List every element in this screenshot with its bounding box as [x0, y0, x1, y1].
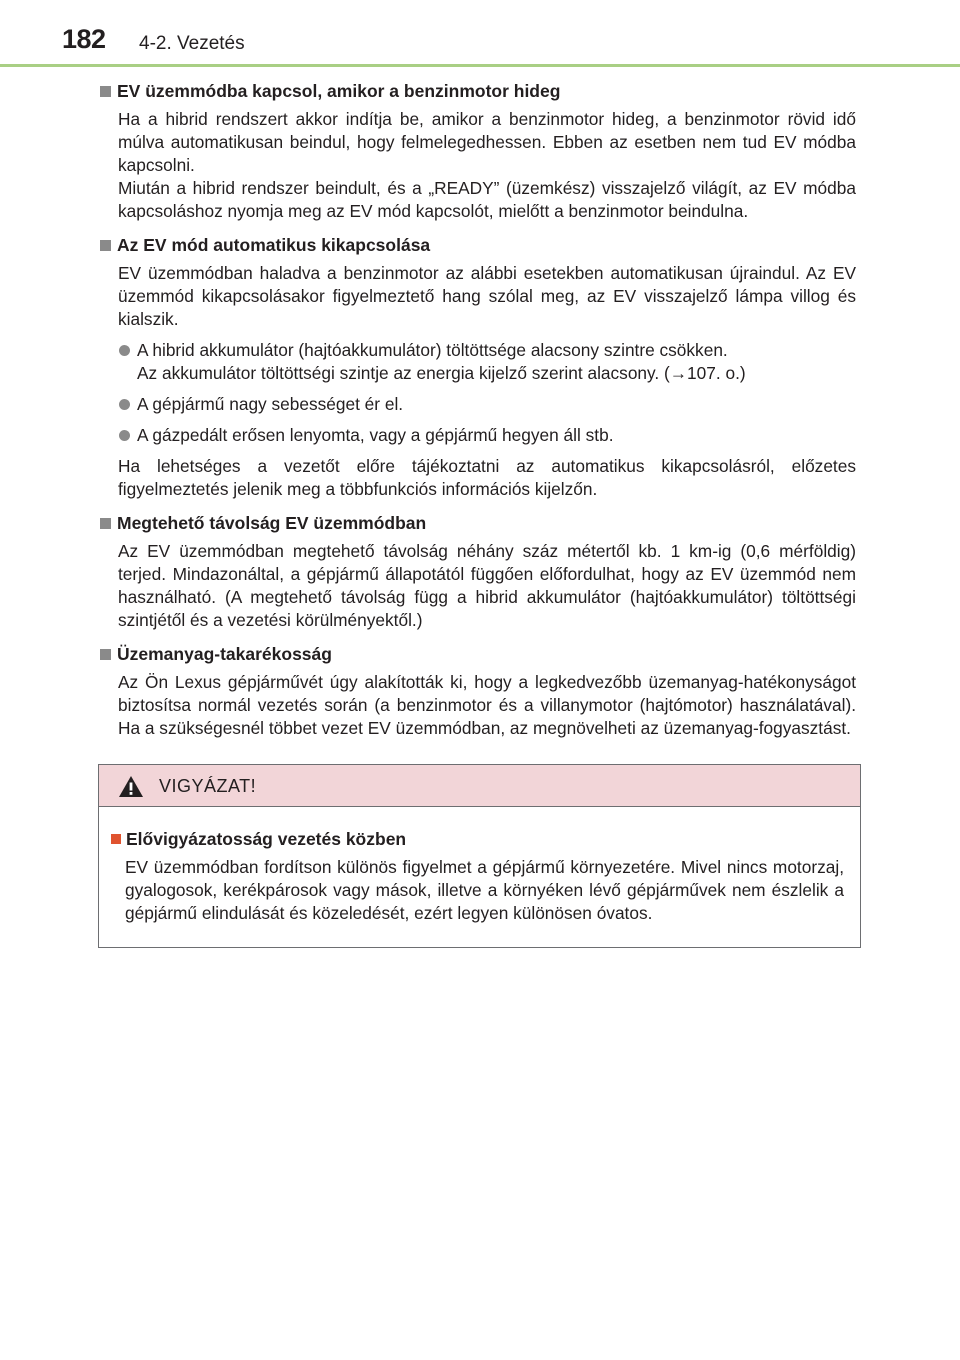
caution-body — [99, 807, 860, 925]
chapter-title: 4-2. Vezetés — [139, 33, 245, 54]
page-number: 182 — [62, 24, 106, 54]
paragraph: Ha lehetséges a vezetőt előre tájékoztatni az automatikus kikapcsolásról, előzetes figyelmeztetés jelenik meg a többfunkciós információs kijelzőn. — [118, 456, 856, 499]
caution-box — [98, 764, 861, 948]
list-item — [118, 393, 856, 416]
bullet-dot-icon — [119, 399, 130, 410]
list-item-text: A hibrid akkumulátor (hajtóakkumulátor) töltöttsége alacsony szintre csökken. — [137, 340, 728, 360]
section-heading: Üzemanyag-takarékosság — [98, 641, 856, 667]
section-fuel-economy — [98, 641, 856, 740]
list-item-text: A gépjármű nagy sebességet ér el. — [137, 394, 404, 414]
main-content — [98, 78, 856, 749]
bullet-dot-icon — [119, 345, 130, 356]
paragraph: Miután a hibrid rendszer beindult, és a „READY” (üzemkész) visszajelző világít, az EV módba kapcsoláshoz nyomja meg az EV mód kapcsolót, mielőtt a benzinmotor beindulna. — [118, 178, 856, 221]
paragraph: Az EV üzemmódban megtehető távolság néhány száz métertől kb. 1 km-ig (0,6 mérföldig) terjed. Mindazonáltal, a gépjármű állapotától függően előfordulhat, hogy az EV üzemmód nem használható. (A megtehető távolság függ a hibrid akkumulátor (hajtóakkumulátor) töltöttségi szintjétől és a vezetési körülményektől.) — [118, 541, 856, 630]
warning-triangle-icon — [118, 775, 144, 798]
page-header — [0, 0, 960, 68]
section-heading: Az EV mód automatikus kikapcsolása — [98, 232, 856, 258]
caution-header — [99, 765, 860, 807]
header-rule — [0, 64, 960, 67]
caution-text: EV üzemmódban fordítson különös figyelmet a gépjármű környezetére. Mivel nincs motorzaj, gyalogosok, kerékpárosok vagy mások, illetve a környéken lévő gépjárművek nem észlelik a gépjármű elindulását és közeledését, ezért legyen különösen óvatos. — [125, 857, 844, 923]
paragraph: Az Ön Lexus gépjárművét úgy alakították ki, hogy a legkedvezőbb üzemanyag-hatékonyságot biztosítsa normál vezetés során (a benzinmotor és a villanymotor (hajtómotor) használatával). Ha a szükségesnél többet vezet EV üzemmódban, az megnövelheti az üzemanyag-fogyasztást. — [118, 672, 856, 738]
section-heading: Megtehető távolság EV üzemmódban — [98, 510, 856, 536]
section-ev-range — [98, 510, 856, 632]
list-item-text: Az akkumulátor töltöttségi szintje az energia kijelző szerint alacsony. (→107. o.) — [137, 363, 746, 383]
list-item-text: A gázpedált erősen lenyomta, vagy a gépjármű hegyen áll stb. — [137, 425, 614, 445]
list-item — [118, 424, 856, 447]
bullet-dot-icon — [119, 430, 130, 441]
paragraph: Ha a hibrid rendszert akkor indítja be, amikor a benzinmotor hideg, a benzinmotor rövid idő múlva automatikusan beindul, hogy felmelegedhessen. Ebben az esetben nem tud EV módba kapcsolni. — [118, 109, 856, 175]
section-heading: EV üzemmódba kapcsol, amikor a benzinmotor hideg — [98, 78, 856, 104]
caution-heading: Elővigyázatosság vezetés közben — [111, 827, 844, 851]
caution-title: VIGYÁZAT! — [159, 776, 257, 796]
paragraph: EV üzemmódban haladva a benzinmotor az alábbi esetekben automatikusan újraindul. Az EV üzemmód kikapcsolásakor figyelmeztető hang szólal meg, az EV visszajelző lámpa villog és kialszik. — [118, 263, 856, 329]
section-ev-cold-engine — [98, 78, 856, 223]
section-ev-auto-off — [98, 232, 856, 501]
list-item — [118, 339, 856, 385]
